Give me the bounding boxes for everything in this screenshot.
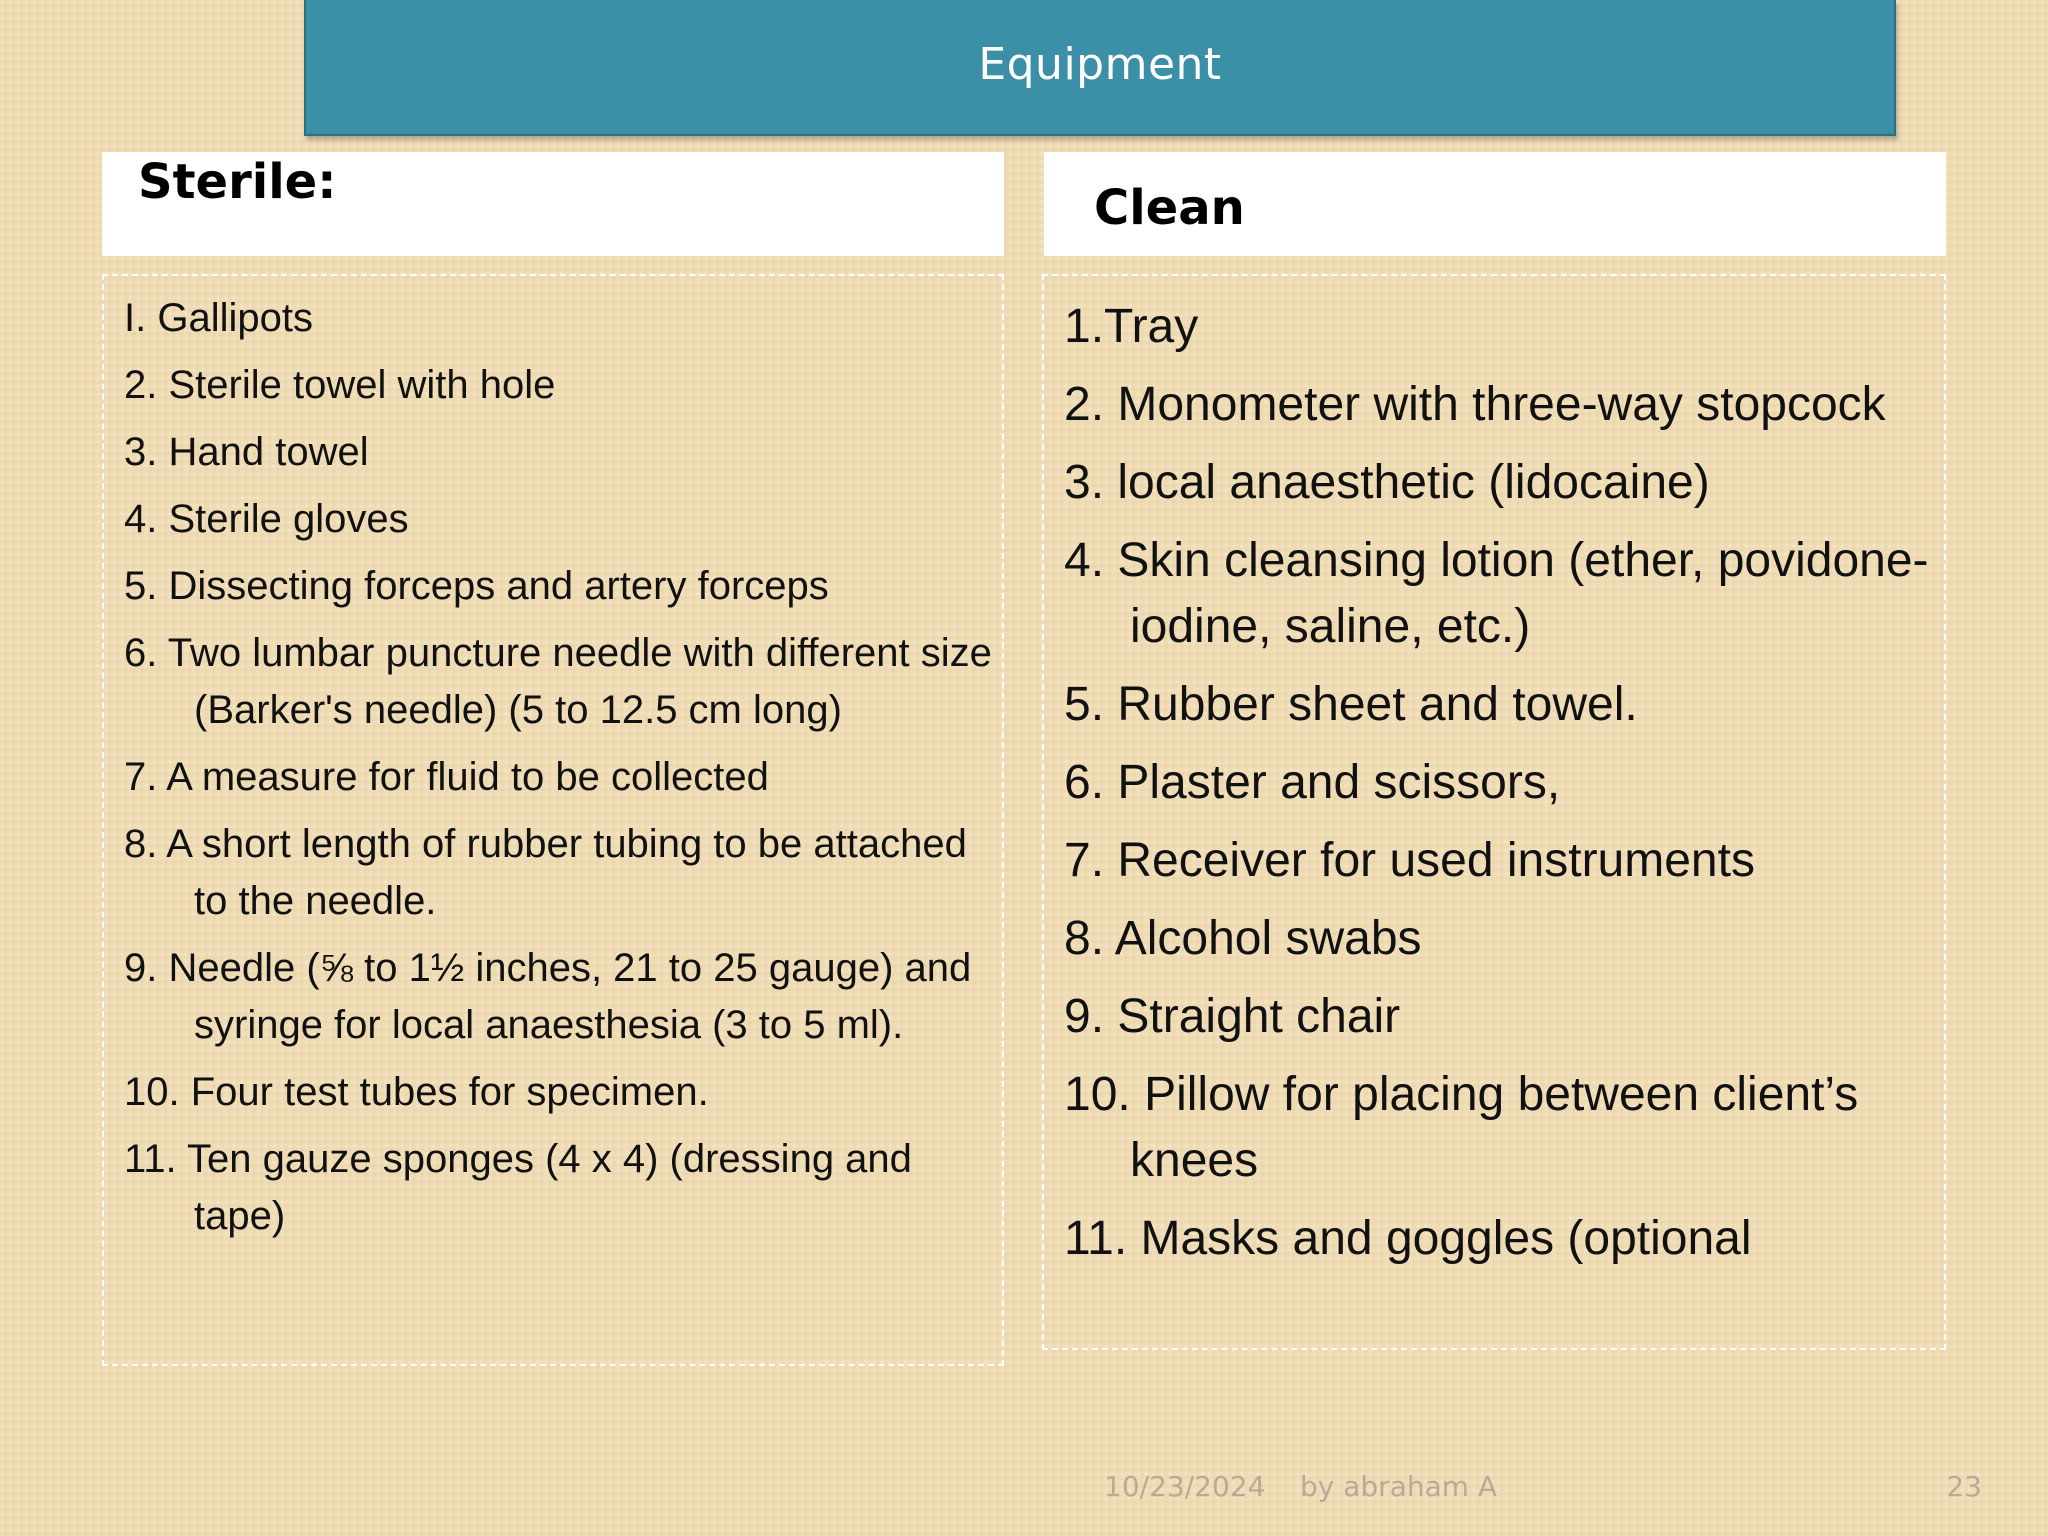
sterile-item: 9. Needle (⅝ to 1½ inches, 21 to 25 gauge) and syringe for local anaesthesia (3 to 5 ml). bbox=[124, 946, 972, 1047]
clean-heading: Clean bbox=[1094, 180, 1245, 236]
clean-item: 11. Masks and goggles (optional bbox=[1064, 1212, 1752, 1265]
clean-item: 5. Rubber sheet and towel. bbox=[1064, 678, 1638, 731]
clean-item: 3. local anaesthetic (lidocaine) bbox=[1064, 456, 1710, 509]
sterile-item: 3. Hand towel bbox=[124, 430, 369, 474]
sterile-item: 4. Sterile gloves bbox=[124, 497, 409, 541]
clean-item: 4. Skin cleansing lotion (ether, povidone-iodine, saline, etc.) bbox=[1064, 534, 1929, 653]
clean-item: 6. Plaster and scissors, bbox=[1064, 756, 1561, 809]
sterile-item: 8. A short length of rubber tubing to be attached to the needle. bbox=[124, 822, 967, 923]
sterile-item: 6. Two lumbar puncture needle with different size (Barker's needle) (5 to 12.5 cm long) bbox=[124, 631, 992, 732]
sterile-item: 11. Ten gauze sponges (4 x 4) (dressing and tape) bbox=[124, 1137, 912, 1238]
clean-item: 10. Pillow for placing between client’s knees bbox=[1064, 1068, 1859, 1187]
sterile-item: 2. Sterile towel with hole bbox=[124, 363, 556, 407]
sterile-list bbox=[102, 274, 1004, 1366]
clean-header-box bbox=[1044, 152, 1946, 256]
clean-item: 7. Receiver for used instruments bbox=[1064, 834, 1755, 887]
slide-title: Equipment bbox=[978, 38, 1222, 90]
sterile-header-box bbox=[102, 152, 1004, 256]
clean-list bbox=[1042, 274, 1946, 1350]
sterile-item: 5. Dissecting forceps and artery forceps bbox=[124, 564, 829, 608]
sterile-item: 7. A measure for fluid to be collected bbox=[124, 755, 769, 799]
clean-item: 8. Alcohol swabs bbox=[1064, 912, 1422, 965]
sterile-item: 10. Four test tubes for specimen. bbox=[124, 1070, 709, 1114]
clean-item: 1.Tray bbox=[1064, 300, 1199, 353]
footer-date: 10/23/2024 bbox=[1104, 1470, 1266, 1503]
page-number: 23 bbox=[1946, 1470, 1982, 1503]
footer-author: by abraham A bbox=[1300, 1470, 1498, 1503]
slide-title-bar bbox=[304, 0, 1896, 136]
sterile-heading: Sterile: bbox=[138, 154, 337, 210]
sterile-item: I. Gallipots bbox=[124, 296, 313, 340]
clean-item: 2. Monometer with three-way stopcock bbox=[1064, 378, 1886, 431]
clean-item: 9. Straight chair bbox=[1064, 990, 1401, 1043]
